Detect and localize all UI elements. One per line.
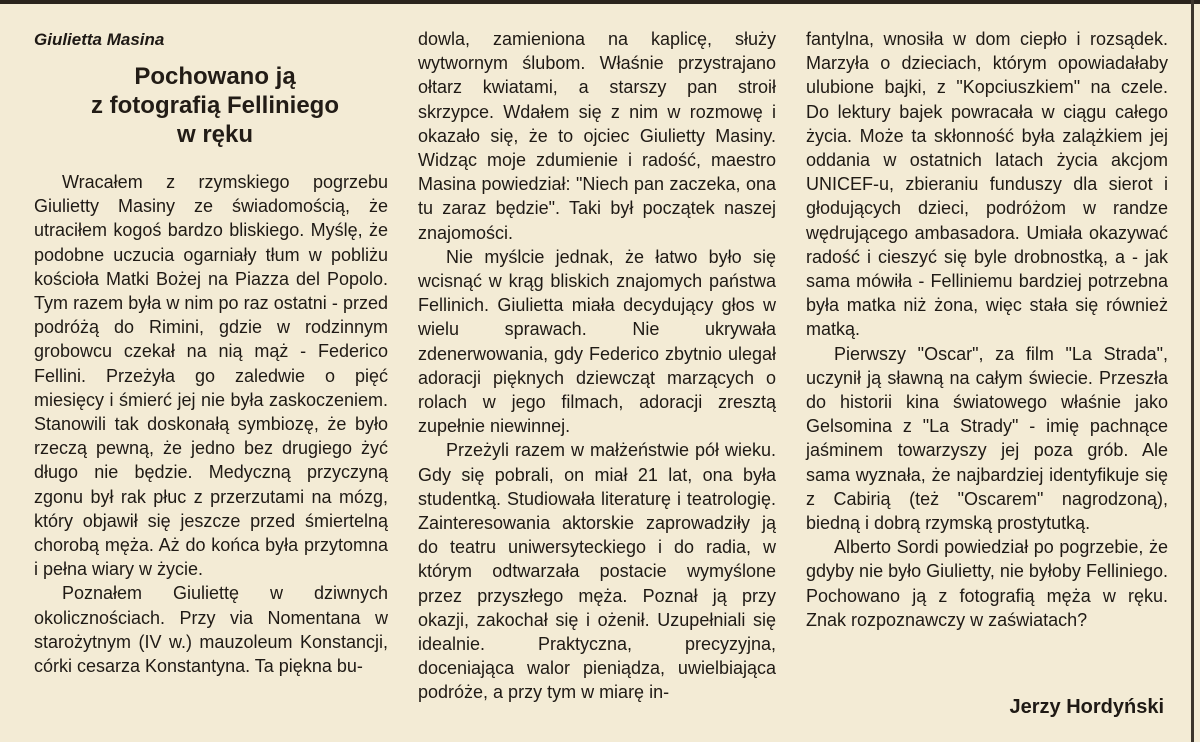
column-2-body bbox=[418, 27, 776, 705]
author-signature: Jerzy Hordyński bbox=[1009, 696, 1164, 718]
headline-line-2: z fotografią Felliniego bbox=[90, 92, 339, 119]
column-3-body bbox=[806, 27, 1168, 632]
section-label: Giulietta Masina bbox=[34, 30, 165, 49]
column-3-paragraph-1: fantylna, wnosiła w dom ciepło i rozsądek. Marzyła o dzieciach, którym opowiadałaby ulubione bajki, z "Kopciuszkiem" na czele. Do lektury bajek powracała w ciągu całego życia. Może ta skłonność była zalążkiem jej oddania w ostatnich latach życia akcjom UNICEF-u, zbieraniu funduszy dla sierot i głodujących dzieci, podróżom w randze wędrującego ambasadora. Umiała okazywać radość i cieszyć się byle drobnostką, a - jak sama mówiła - Felliniemu bardziej potrzebna była matka niż żona, więc stała się również matką. bbox=[806, 29, 1168, 340]
headline-line-3: w ręku bbox=[176, 121, 254, 148]
column-3-paragraph-3: Alberto Sordi powiedział po pogrzebie, że gdyby nie było Giulietty, nie byłoby Felliniego. Pochowano ją z fotografią męża w ręku. Znak rozpoznawczy w zaświatach? bbox=[806, 537, 1168, 630]
column-3-paragraph-2: Pierwszy "Oscar", za film "La Strada", uczynił ją sławną na całym świecie. Przeszła do historii kina światowego właśnie jako Gelsomina z "La Strady" - imię pachnące jaśminem towarzyszy jej poza grób. Ale sama wyznała, że najbardziej identyfikuje się z Cabirią (też "Oscarem" nagrodzoną), biedną i dobrą rzymską prostytutką. bbox=[806, 343, 1168, 534]
top-rule bbox=[0, 0, 1200, 4]
right-border-rule bbox=[1191, 0, 1194, 742]
column-1-body bbox=[34, 170, 388, 678]
column-1-paragraph-1: Wracałem z rzymskiego pogrzebu Giulietty Masiny ze świadomością, że utraciłem kogoś bardzo bliskiego. Myślę, że podobne uczucia ogarniały tłum w pobliżu kościoła Matki Bożej na Piazza del Popolo. Tym razem była w nim po raz ostatni - przed podróżą do Rimini, gdzie w rodzinnym grobowcu czekał na nią mąż - Federico Fellini. Przeżyła go zaledwie o pięć miesięcy i śmierć jej nie była zaskoczeniem. Stanowili tak doskonałą symbiozę, że było rzeczą pewną, że jedno bez drugiego żyć długo nie będzie. Medyczną przyczyną zgonu był rak płuc z przerzutami na mózg, który objawił się jeszcze przed śmiertelną chorobą męża. Aż do końca była przytomna i pełna wiary w życie. bbox=[34, 172, 388, 580]
column-2-paragraph-1: dowla, zamieniona na kaplicę, służy wytwornym ślubom. Właśnie przystrajano ołtarz kwiatami, a starszy pan stroił skrzypce. Wdałem się z nim w rozmowę i okazało się, że to ojciec Giulietty Masiny. Widząc moje zdumienie i radość, maestro Masina powiedział: "Niech pan zaczeka, ona tu zaraz będzie". Taki był początek naszej znajomości. bbox=[418, 29, 776, 243]
column-1-paragraph-2: Poznałem Giuliettę w dziwnych okolicznościach. Przy via Nomentana w starożytnym (IV w.) mauzoleum Konstancji, córki cesarza Konstantyna. Ta piękna bu- bbox=[34, 583, 388, 677]
article-headline bbox=[38, 62, 392, 149]
column-2-paragraph-2: Nie myślcie jednak, że łatwo było się wcisnąć w krąg bliskich znajomych państwa Fellinich. Giulietta miała decydujący głos w wielu sprawach. Nie ukrywała zdenerwowania, gdy Federico zbytnio ulegał adoracji pięknych dziewcząt marzących o rolach w jego filmach, adoracji zresztą zupełnie niewinnej. bbox=[418, 246, 776, 437]
headline-line-1: Pochowano ją bbox=[134, 63, 296, 90]
column-2-paragraph-3: Przeżyli razem w małżeństwie pół wieku. Gdy się pobrali, on miał 21 lat, ona była studentką. Studiowała literaturę i teatrologię. Zainteresowania aktorskie zaprowadziły ją do teatru uniwersyteckiego i do radia, w którym odtwarzała postacie wymyślone przez przyszłego męża. Poznał ją przy okazji, zakochał się i ożenił. Uzupełniali się idealnie. Praktyczna, precyzyjna, doceniająca walor pieniądza, uwielbiająca podróże, a przy tym w miarę in- bbox=[418, 440, 776, 703]
